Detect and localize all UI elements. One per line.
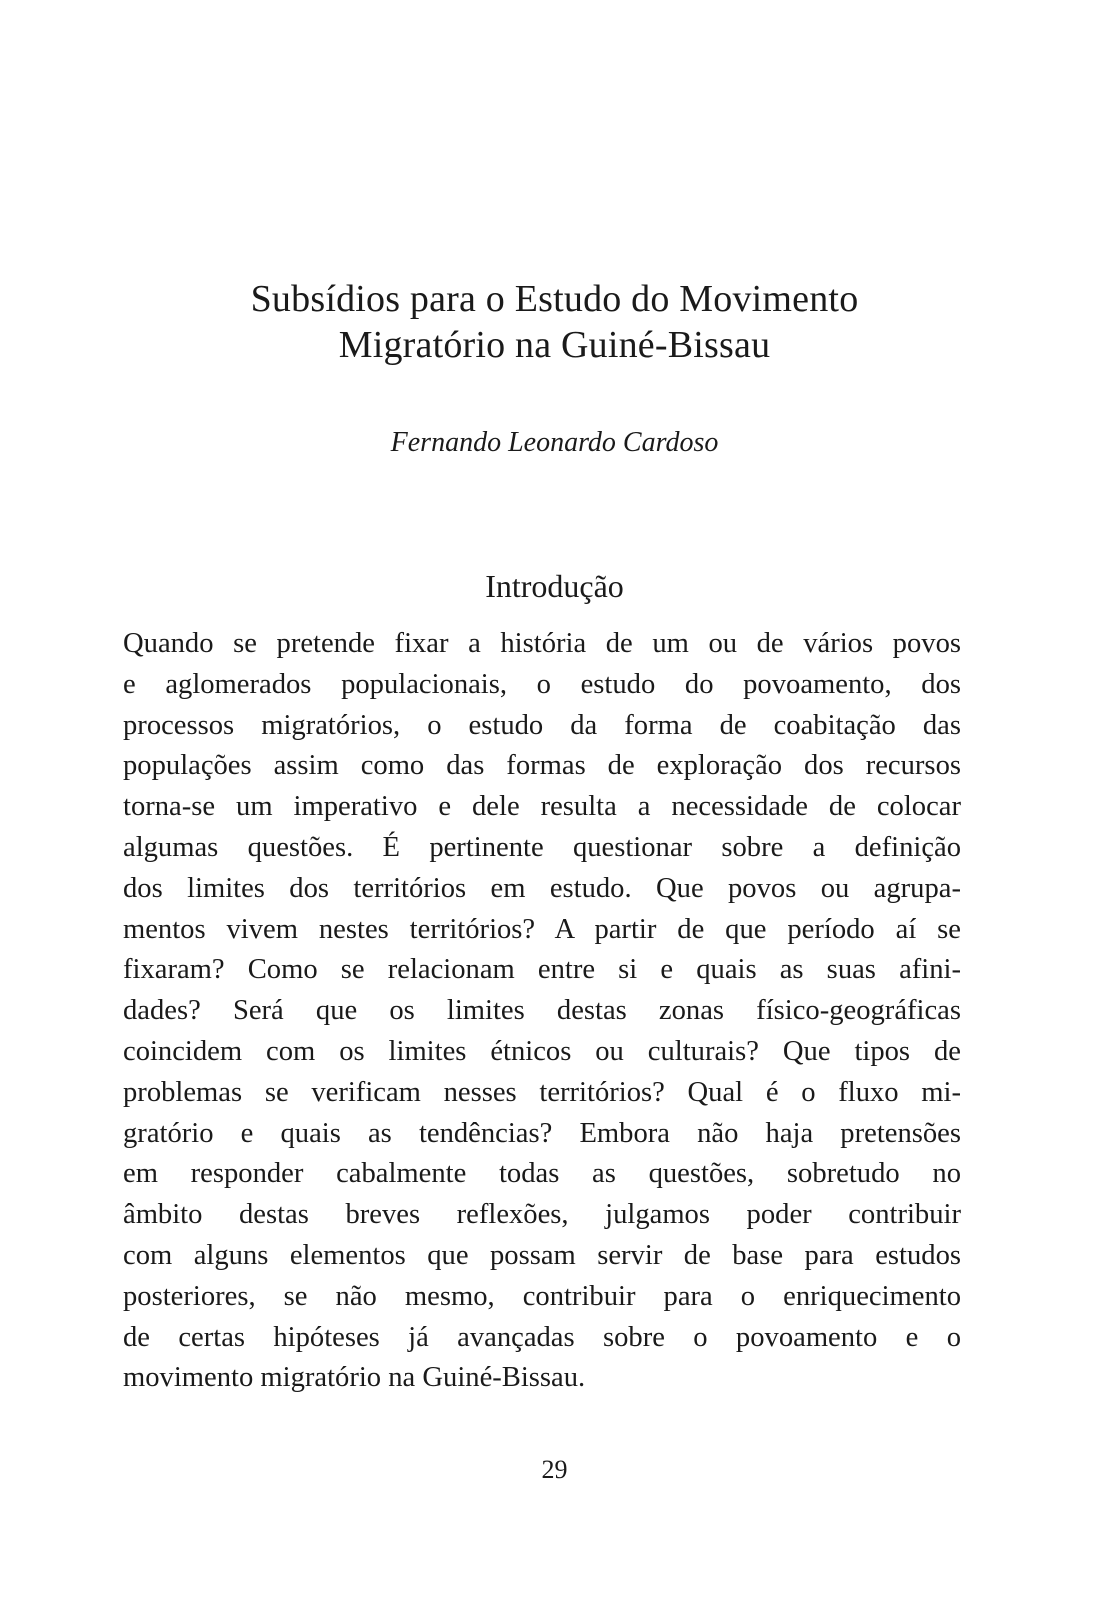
body-line: movimento migratório na Guiné-Bissau.	[123, 1362, 586, 1394]
body-line: mentos vivem nestes territórios? A partir de que período aí se	[123, 913, 961, 945]
body-line: âmbito destas breves reflexões, julgamos poder contribuir	[123, 1199, 961, 1231]
body-line: posteriores, se não mesmo, contribuir para o enriquecimento	[123, 1280, 961, 1312]
body-line: problemas se verificam nesses territórios? Qual é o fluxo mi-	[123, 1076, 961, 1108]
article-title-line-1: Subsídios para o Estudo do Movimento	[250, 278, 859, 320]
body-line: torna-se um imperativo e dele resulta a necessidade de colocar	[123, 791, 961, 823]
article-title-line-2: Migratório na Guiné-Bissau	[338, 324, 771, 366]
article-author: Fernando Leonardo Cardoso	[390, 427, 719, 458]
body-paragraph	[123, 624, 961, 1399]
body-line: gratório e quais as tendências? Embora não haja pretensões	[123, 1117, 961, 1149]
body-line: processos migratórios, o estudo da forma de coabitação das	[123, 709, 961, 741]
body-line: em responder cabalmente todas as questões, sobretudo no	[123, 1158, 961, 1190]
section-heading-introducao: Introdução	[485, 568, 624, 604]
body-line: de certas hipóteses já avançadas sobre o povoamento e o	[123, 1321, 961, 1353]
body-line: com alguns elementos que possam servir de base para estudos	[123, 1239, 961, 1271]
body-line: e aglomerados populacionais, o estudo do povoamento, dos	[123, 668, 961, 700]
body-line: fixaram? Como se relacionam entre si e quais as suas afini-	[123, 954, 961, 986]
body-line: dades? Será que os limites destas zonas físico-geográficas	[123, 995, 961, 1027]
page-number: 29	[541, 1455, 568, 1484]
body-line: algumas questões. É pertinente questionar sobre a definição	[123, 831, 961, 863]
body-line: coincidem com os limites étnicos ou culturais? Que tipos de	[123, 1035, 961, 1067]
body-line: Quando se pretende fixar a história de um ou de vários povos	[123, 628, 961, 659]
body-line: dos limites dos territórios em estudo. Que povos ou agrupa-	[123, 872, 961, 904]
article-title	[0, 276, 1109, 368]
body-line: populações assim como das formas de exploração dos recursos	[123, 750, 961, 782]
